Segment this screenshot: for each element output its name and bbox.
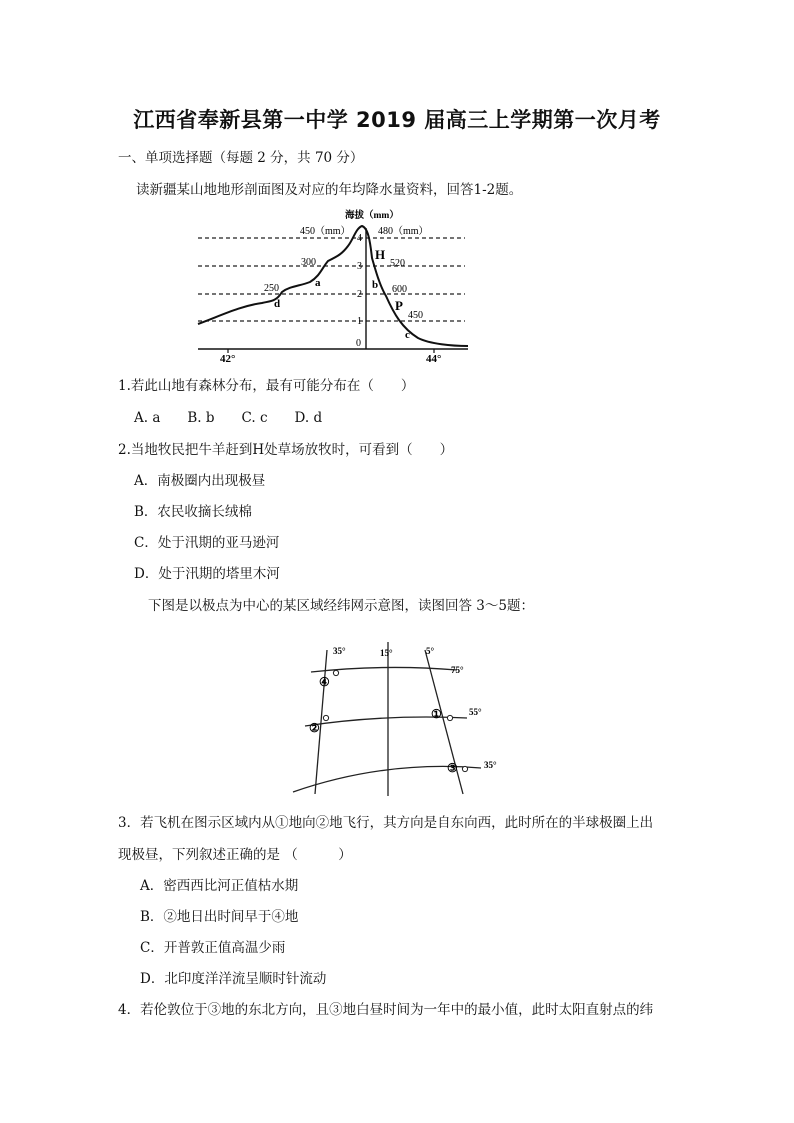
q2-option-c: C．处于汛期的亚马逊河 — [134, 535, 280, 551]
section-heading: 一、单项选择题（每题 2 分，共 70 分） — [118, 150, 364, 166]
level-label-0: 0 — [356, 338, 361, 349]
point-label-H: H — [375, 247, 386, 262]
q3-option-c: C．开普敦正值高温少雨 — [140, 940, 286, 956]
q1-stem: 1.若此山地有森林分布，最有可能分布在（ ） — [118, 378, 415, 394]
parallel-label-55: 55° — [469, 707, 482, 717]
point-label-d: d — [274, 298, 281, 310]
point-1: ① — [431, 707, 442, 721]
longitude-44: 44° — [426, 353, 442, 365]
precip-left-300: 300 — [301, 257, 316, 268]
intro-text-1: 读新疆某山地地形剖面图及对应的年均降水量资料，回答1-2题。 — [136, 182, 523, 198]
terrain-profile-figure — [190, 206, 480, 366]
q2-stem: 2.当地牧民把牛羊赶到H处草场放牧时，可看到（ ） — [118, 442, 454, 458]
level-label-4: 4 — [357, 233, 362, 244]
point-label-P: P — [395, 298, 403, 313]
precip-right-450: 450 — [408, 310, 423, 321]
parallel-label-35: 35° — [484, 760, 497, 770]
intro-text-2: 下图是以极点为中心的某区域经纬网示意图，读图回答 3～5题： — [148, 598, 534, 614]
level-label-3: 3 — [357, 261, 362, 272]
point-label-b: b — [372, 279, 379, 291]
q3-stem-line2: 现极昼，下列叙述正确的是 （ ） — [118, 847, 352, 863]
parallel-label-75: 75° — [451, 665, 464, 675]
point-2: ② — [309, 721, 320, 735]
point-4: ④ — [319, 675, 330, 689]
q3-stem-line1: 3．若飞机在图示区域内从①地向②地飞行，其方向是自东向西，此时所在的半球极圈上出 — [118, 815, 654, 831]
q3-option-d: D．北印度洋洋流呈顺时针流动 — [140, 971, 327, 987]
q3-option-b: B．②地日出时间早于④地 — [140, 909, 299, 925]
precip-left-250: 250 — [264, 283, 279, 294]
meridian-label-15: 15° — [380, 648, 393, 658]
q3-option-a: A．密西西比河正值枯水期 — [140, 878, 299, 894]
precip-right-600: 600 — [392, 284, 407, 295]
point-label-a: a — [315, 277, 321, 289]
page-title: 江西省奉新县第一中学 2019 届高三上学期第一次月考 — [133, 108, 661, 132]
altitude-axis-title: 海拔（mm） — [345, 211, 399, 221]
q2-option-a: A．南极圈内出现极昼 — [134, 473, 266, 489]
q2-option-d: D．处于汛期的塔里木河 — [134, 566, 280, 582]
precip-left-450: 450（mm） — [300, 226, 351, 237]
parallel-75 — [311, 667, 457, 672]
point-3: ③ — [447, 761, 458, 775]
meridian-label-5: 5° — [426, 646, 435, 656]
q2-option-b: B．农民收摘长绒棉 — [134, 504, 252, 520]
point-label-c: c — [405, 329, 410, 341]
q4-stem-line1: 4．若伦敦位于③地的东北方向，且③地白昼时间为一年中的最小值，此时太阳直射点的纬 — [118, 1002, 654, 1018]
precip-right-480: 480（mm） — [378, 226, 429, 237]
level-label-2: 2 — [357, 289, 362, 300]
terrain-curve — [198, 226, 468, 346]
q1-options: A. a B. b C. c D. d — [134, 410, 323, 426]
longitude-42: 42° — [220, 353, 236, 365]
graticule-figure — [285, 636, 505, 800]
level-label-1: 1 — [357, 316, 362, 327]
precip-right-520: 520 — [390, 258, 405, 269]
meridian-label-35: 35° — [333, 646, 346, 656]
